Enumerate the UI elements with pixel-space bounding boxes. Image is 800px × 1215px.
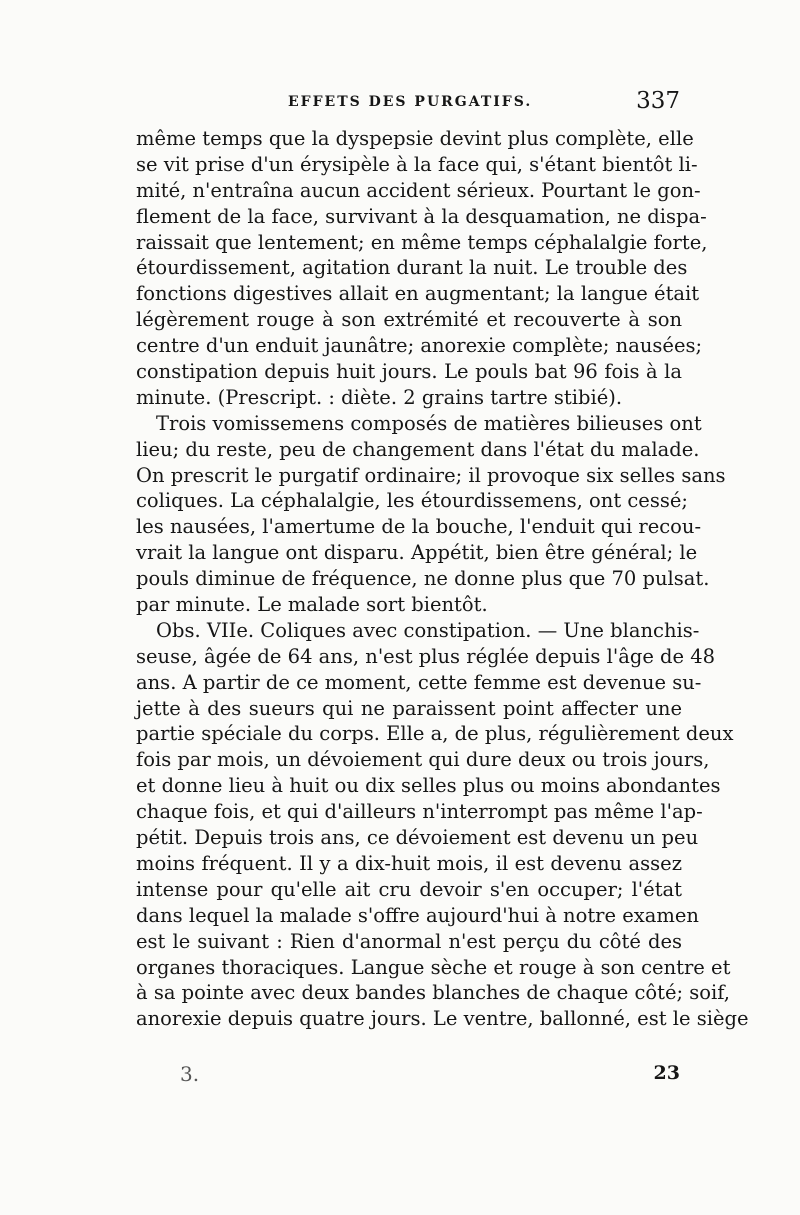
- text-line: fois par mois, un dévoiement qui dure deux ou trois jours,: [136, 748, 710, 772]
- text-line: dans lequel la malade s'offre aujourd'hui à notre examen: [136, 903, 699, 927]
- text-line: fonctions digestives allait en augmentant; la langue était: [136, 282, 700, 306]
- text-line: intense pour qu'elle ait cru devoir s'en occuper; l'état: [136, 877, 682, 901]
- text-line: à sa pointe avec deux bandes blanches de chaque côté; soif,: [136, 981, 730, 1005]
- text-line: anorexie depuis quatre jours. Le ventre, ballonné, est le siège: [136, 1007, 749, 1031]
- signature-mark: 3.: [180, 1062, 200, 1086]
- text-line: coliques. La céphalalgie, les étourdissemens, ont cessé;: [136, 489, 688, 513]
- text-line: légèrement rouge à son extrémité et recouverte à son: [136, 308, 682, 332]
- text-line: mité, n'entraîna aucun accident sérieux. Pourtant le gon-: [136, 178, 701, 202]
- text-line: et donne lieu à huit ou dix selles plus ou moins abondantes: [136, 774, 721, 798]
- text-line: minute. (Prescript. : diète. 2 grains tartre stibié).: [136, 385, 623, 409]
- text-line: chaque fois, et qui d'ailleurs n'interrompt pas même l'ap-: [136, 800, 703, 824]
- page-footer: [180, 1062, 680, 1092]
- text-line: organes thoraciques. Langue sèche et rouge à son centre et: [136, 955, 731, 979]
- text-line: pouls diminue de fréquence, ne donne plus que 70 pulsat.: [136, 567, 710, 591]
- running-head-title: EFFETS DES PURGATIFS.: [288, 94, 533, 110]
- page-number: 337: [636, 88, 680, 114]
- text-line: lieu; du reste, peu de changement dans l'état du malade.: [136, 437, 700, 461]
- text-line: par minute. Le malade sort bientôt.: [136, 593, 488, 617]
- text-line: se vit prise d'un érysipèle à la face qui, s'étant bientôt li-: [136, 152, 698, 176]
- text-line: les nausées, l'amertume de la bouche, l'enduit qui recou-: [136, 515, 702, 539]
- text-line: ans. A partir de ce moment, cette femme est devenue su-: [136, 670, 702, 694]
- body-text: [136, 126, 749, 1032]
- text-line: constipation depuis huit jours. Le pouls bat 96 fois à la: [136, 360, 682, 384]
- text-line: jette à des sueurs qui ne paraissent point affecter une: [136, 696, 682, 720]
- text-line: partie spéciale du corps. Elle a, de plus, régulièrement deux: [136, 722, 734, 746]
- text-line: centre d'un enduit jaunâtre; anorexie complète; nausées;: [136, 334, 703, 358]
- text-line: vrait la langue ont disparu. Appétit, bien être général; le: [136, 541, 698, 565]
- text-line: flement de la face, survivant à la desquamation, ne dispa-: [136, 204, 707, 228]
- text-line: est le suivant : Rien d'anormal n'est perçu du côté des: [136, 929, 682, 953]
- running-head: [140, 88, 680, 122]
- text-line: On prescrit le purgatif ordinaire; il provoque six selles sans: [136, 463, 726, 487]
- text-line: même temps que la dyspepsie devint plus complète, elle: [136, 127, 694, 150]
- text-line: Trois vomissemens composés de matières bilieuses ont: [156, 411, 702, 435]
- text-line: raissait que lentement; en même temps céphalalgie forte,: [136, 230, 708, 254]
- text-line: seuse, âgée de 64 ans, n'est plus réglée depuis l'âge de 48: [136, 644, 716, 668]
- text-line: Obs. VIIe. Coliques avec constipation. — Une blanchis-: [156, 618, 700, 642]
- text-line: pétit. Depuis trois ans, ce dévoiement est devenu un peu: [136, 826, 699, 850]
- sheet-number: 23: [653, 1062, 680, 1084]
- text-line: étourdissement, agitation durant la nuit. Le trouble des: [136, 256, 688, 280]
- text-line: moins fréquent. Il y a dix-huit mois, il est devenu assez: [136, 851, 682, 875]
